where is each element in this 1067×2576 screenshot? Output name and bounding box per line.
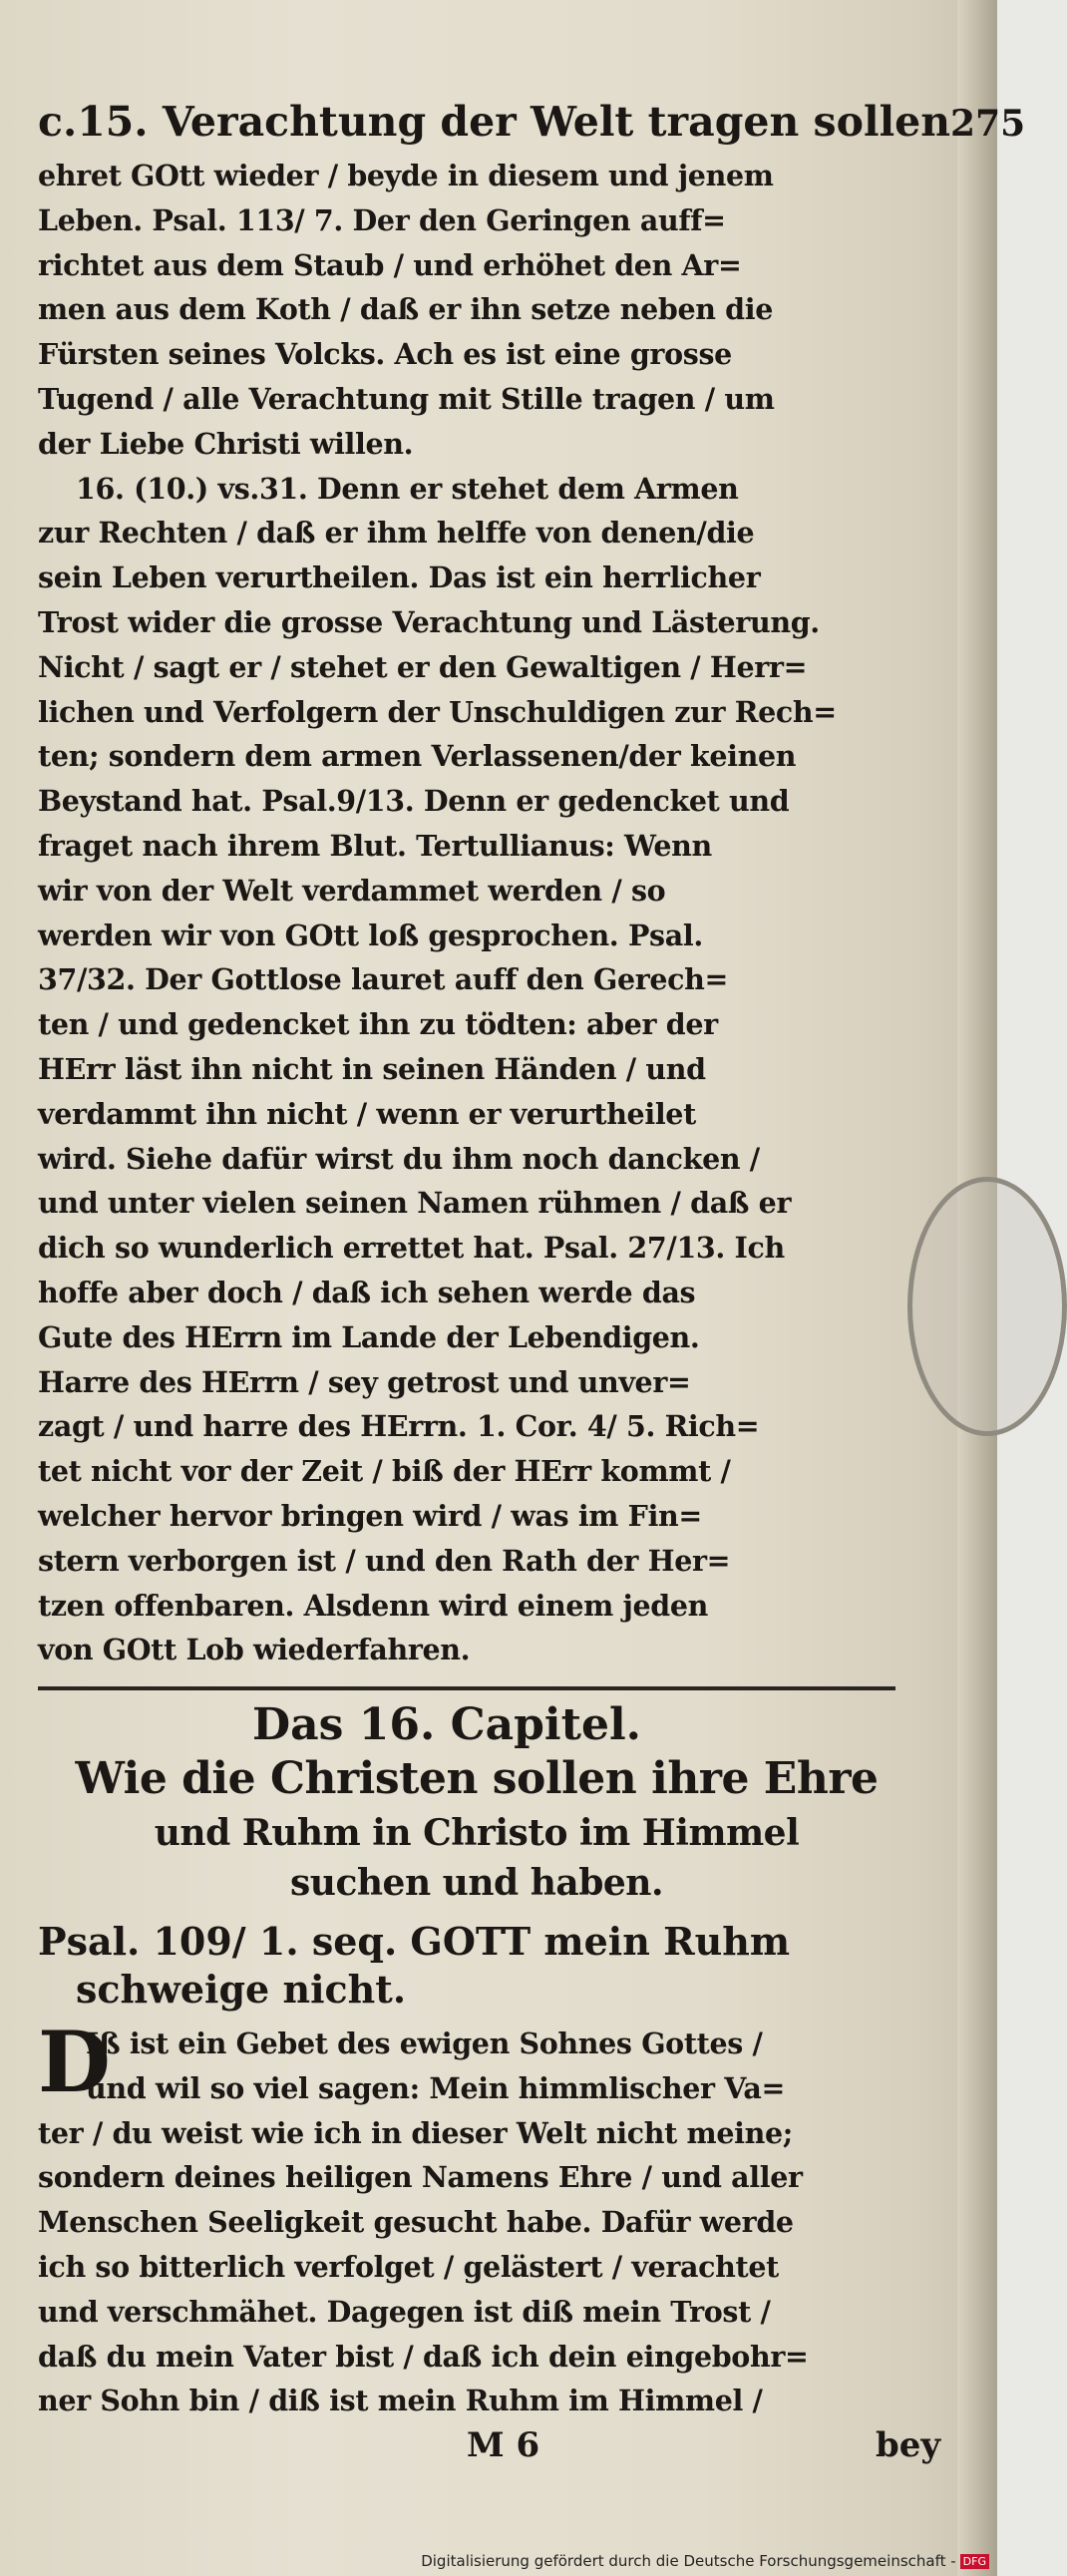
chapter-title-line: suchen und haben. — [290, 1862, 663, 1905]
book-clasp — [907, 1177, 1067, 1436]
text-line: hoffe aber doch / daß ich sehen werde das — [38, 1275, 696, 1309]
text-line: zagt / und harre des HErrn. 1. Cor. 4/ 5. Rich= — [38, 1409, 760, 1444]
text-line: daß du mein Vater bist / daß ich dein eingebohr= — [38, 2339, 809, 2374]
catchword: bey — [876, 2425, 941, 2466]
text-line: welcher hervor bringen wird / was im Fin= — [38, 1498, 702, 1533]
text-line: Gute des HErrn im Lande der Lebendigen. — [38, 1319, 700, 1354]
text-line: lichen und Verfolgern der Unschuldigen zur Rech= — [38, 694, 837, 729]
text-line: Leben. Psal. 113/ 7. Der den Geringen auff= — [38, 202, 726, 237]
text-line: fraget nach ihrem Blut. Tertullianus: Wenn — [38, 828, 712, 863]
dfg-logo-icon: DFG — [960, 2554, 989, 2569]
text-line: Nicht / sagt er / stehet er den Gewaltigen / Herr= — [38, 649, 808, 684]
running-header — [38, 98, 1026, 148]
chapter-title-line: und Ruhm in Christo im Himmel — [154, 1812, 800, 1855]
text-line: von GOtt Lob wiederfahren. — [38, 1633, 471, 1667]
text-line: und verschmähet. Dagegen ist diß mein Trost / — [38, 2294, 771, 2329]
section-divider — [38, 1686, 895, 1690]
running-title: c.15. Verachtung der Welt tragen sollen — [38, 98, 951, 146]
text-line: verdammt ihn nicht / wenn er verurtheilet — [38, 1096, 696, 1131]
text-line: sondern deines heiligen Namens Ehre / und aller — [38, 2160, 803, 2195]
text-line: und wil so viel sagen: Mein himmlischer Va= — [86, 2070, 786, 2105]
text-line: ter / du weist wie ich in dieser Welt nicht meine; — [38, 2115, 793, 2150]
text-line: richtet aus dem Staub / und erhöhet den Ar= — [38, 247, 742, 282]
text-line: Menschen Seeligkeit gesucht habe. Dafür werde — [38, 2205, 794, 2240]
text-line: ten / und gedencket ihn zu tödten: aber der — [38, 1007, 718, 1042]
text-line: tzen offenbaren. Alsdenn wird einem jeden — [38, 1588, 709, 1623]
prayer-first-lines — [86, 2022, 785, 2111]
text-line: ich so bitterlich verfolget / gelästert / verachtet — [38, 2250, 779, 2285]
chapter-title — [38, 1750, 915, 1908]
verse-reference-cont: schweige nicht. — [76, 1967, 407, 2013]
chapter-heading: Das 16. Capitel. — [252, 1699, 641, 1751]
section-16 — [38, 467, 915, 1673]
prayer-body — [38, 2111, 915, 2424]
text-line: sein Leben verurtheilen. Das ist ein herrlicher — [38, 560, 761, 595]
text-line: 37/32. Der Gottlose lauret auff den Gerech= — [38, 962, 729, 997]
signature-mark: M 6 — [467, 2425, 540, 2466]
text-block — [38, 98, 1026, 2467]
text-line: ner Sohn bin / diß ist mein Ruhm im Himmel / — [38, 2384, 763, 2418]
page-number: 275 — [950, 103, 1026, 145]
text-line: tet nicht vor der Zeit / biß der HErr kommt / — [38, 1454, 731, 1489]
text-line: zur Rechten / daß er ihm helffe von denen/die — [38, 516, 755, 551]
digitization-footer — [421, 2552, 989, 2570]
text-line: werden wir von GOtt loß gesprochen. Psal. — [38, 918, 703, 952]
text-line: Harre des HErrn / sey getrost und unver= — [38, 1364, 691, 1399]
text-line: stern verborgen ist / und den Rath der Her= — [38, 1543, 731, 1578]
footer-text: Digitalisierung gefördert durch die Deutsche Forschungsgemeinschaft - — [421, 2552, 956, 2570]
text-line: und unter vielen seinen Namen rühmen / daß er — [38, 1186, 792, 1221]
text-line: Beystand hat. Psal.9/13. Denn er gedencket und — [38, 784, 790, 819]
text-line: wird. Siehe dafür wirst du ihm noch dancken / — [38, 1141, 760, 1176]
page-footer-marks — [38, 2423, 941, 2467]
verse-reference: Psal. 109/ 1. seq. GOTT mein Ruhm — [38, 1919, 791, 1965]
text-line: ten; sondern dem armen Verlassenen/der keinen — [38, 739, 797, 774]
chapter-title-line: Wie die Christen sollen ihre Ehre — [75, 1753, 879, 1805]
drop-cap: D — [38, 2013, 111, 2112]
text-line: men aus dem Koth / daß er ihn setze neben die — [38, 292, 774, 327]
text-line: der Liebe Christi willen. — [38, 426, 414, 461]
text-line: Trost wider die grosse Verachtung und Lästerung. — [38, 604, 820, 639]
text-line: Fürsten seines Volcks. Ach es ist eine grosse — [38, 337, 732, 372]
text-line: Iß ist ein Gebet des ewigen Sohnes Gottes / — [86, 2026, 763, 2061]
text-line: ehret GOtt wieder / beyde in diesem und jenem — [38, 159, 774, 192]
text-line: Tugend / alle Verachtung mit Stille tragen / um — [38, 381, 775, 416]
prayer-opening — [38, 2013, 915, 2112]
text-line: 16. (10.) vs.31. Denn er stehet dem Armen — [76, 471, 739, 506]
text-line: wir von der Welt verdammet werden / so — [38, 873, 666, 908]
text-line: HErr läst ihn nicht in seinen Händen / und — [38, 1051, 706, 1086]
passage-continuation — [38, 154, 915, 467]
text-line: dich so wunderlich errettet hat. Psal. 27/13. Ich — [38, 1231, 785, 1266]
